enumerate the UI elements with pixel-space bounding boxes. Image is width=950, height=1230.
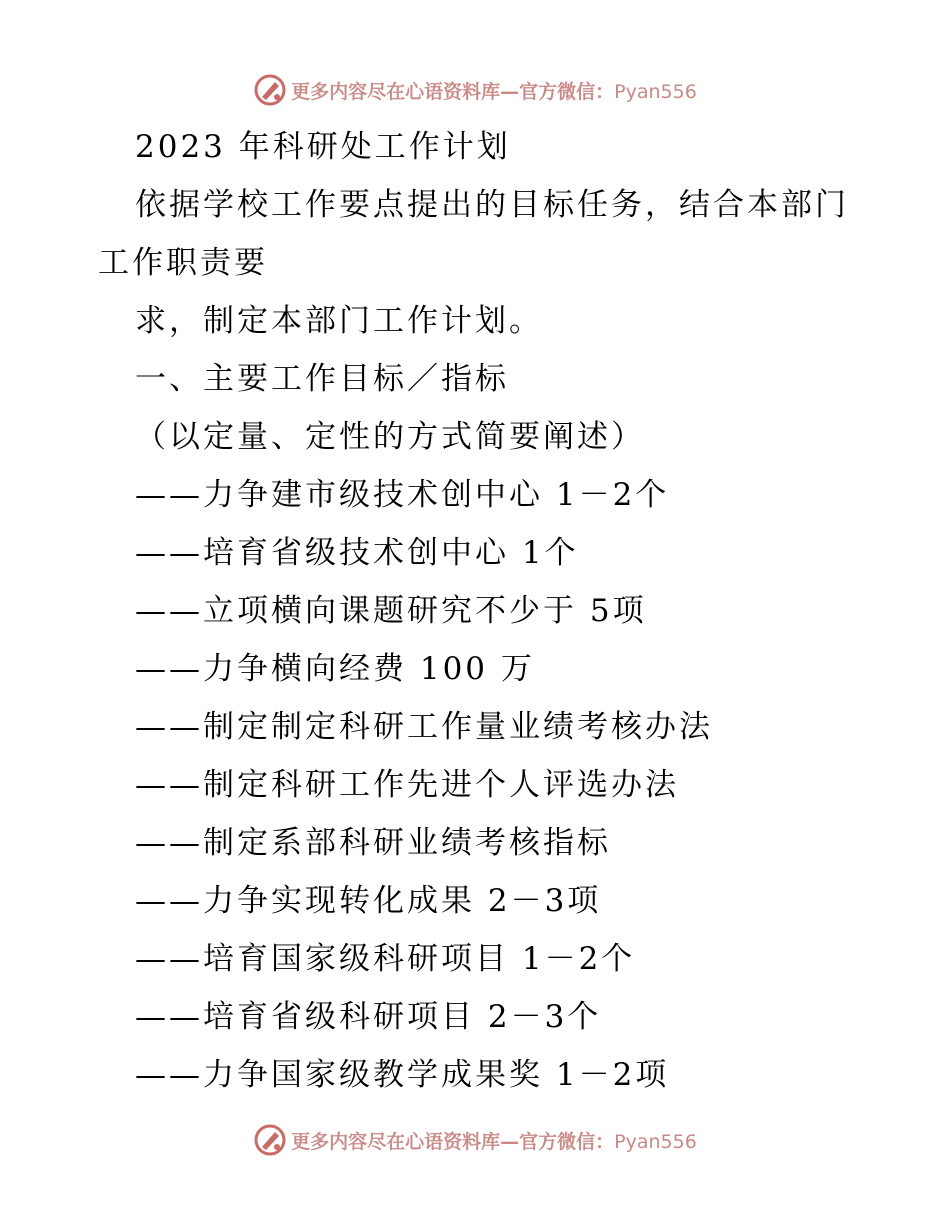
wechat-id: Pyan556 [614, 80, 697, 103]
goal-item: ——培育省级技术创中心 1个 [135, 535, 579, 571]
section-heading: 一、主要工作目标／指标 [135, 361, 509, 397]
document-body [0, 118, 950, 1104]
wechat-id: Pyan556 [614, 1130, 697, 1153]
intro-line: 求，制定本部门工作计划。 [135, 303, 543, 339]
goal-item: ——制定系部科研业绩考核指标 [135, 825, 611, 861]
goal-item: ——制定科研工作先进个人评选办法 [135, 767, 679, 803]
footer-watermark-banner [0, 1120, 950, 1160]
goal-item: ——力争实现转化成果 2－3项 [135, 883, 602, 919]
goal-item: ——立项横向课题研究不少于 5项 [135, 593, 647, 629]
goal-item: ——培育省级科研项目 2－3个 [135, 999, 602, 1035]
goal-item: ——制定制定科研工作量业绩考核办法 [135, 709, 713, 745]
intro-line: 工作职责要 [98, 245, 268, 281]
goal-item: ——力争横向经费 100 万 [135, 651, 535, 687]
red-seal-logo-icon [253, 73, 287, 107]
header-watermark-banner [0, 70, 950, 110]
document-title: 2023 年科研处工作计划 [135, 129, 511, 165]
red-seal-logo-icon [253, 1123, 287, 1157]
goal-item: ——力争国家级教学成果奖 1－2项 [135, 1057, 670, 1093]
goal-item: ——培育国家级科研项目 1－2个 [135, 941, 636, 977]
goal-item: ——力争建市级技术创中心 1－2个 [135, 477, 670, 513]
banner-text: 更多内容尽在心语资料库—官方微信：Pyan556 [291, 80, 697, 103]
intro-line: 依据学校工作要点提出的目标任务，结合本部门 [135, 187, 849, 223]
section-note: （以定量、定性的方式简要阐述） [135, 419, 645, 455]
banner-text: 更多内容尽在心语资料库—官方微信：Pyan556 [291, 1130, 697, 1153]
